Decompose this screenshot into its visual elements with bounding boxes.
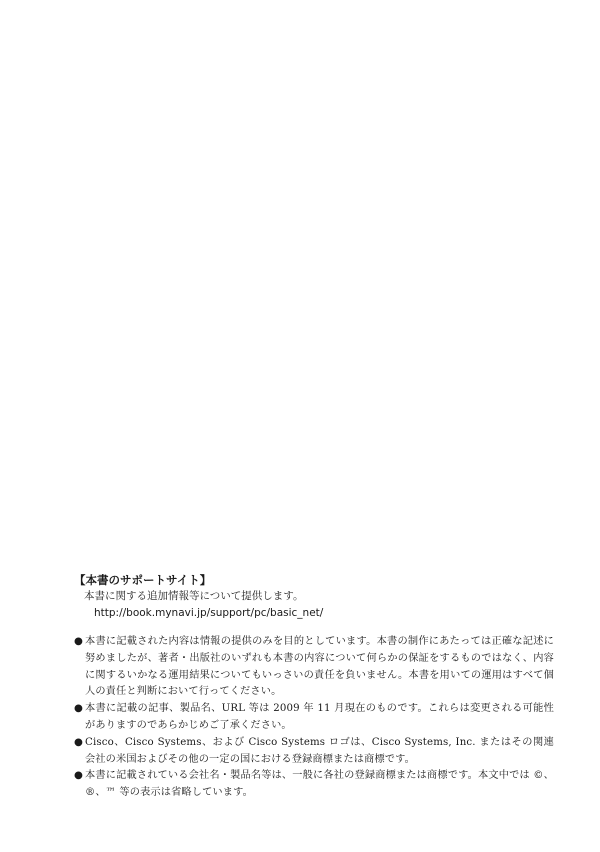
support-site-description: 本書に関する追加情報等について提供します。 xyxy=(84,590,304,602)
legal-note-date xyxy=(74,701,554,735)
legal-note-text: 本書に記載されている会社名・製品名等は、一般に各社の登録商標または商標です。本文中では ©、®、™ 等の表示は省略しています。 xyxy=(85,770,554,799)
bullet-icon: ● xyxy=(74,703,84,715)
support-site-section xyxy=(74,572,554,622)
legal-note-text: Cisco、Cisco Systems、および Cisco Systems ロゴは、Cisco Systems, Inc. またはその関連会社の米国およびその他の一定の国における登録商標または商標です。 xyxy=(85,736,554,765)
legal-note-text: 本書に記載の記事、製品名、URL 等は 2009 年 11 月現在のものです。これらは変更される可能性がありますのであらかじめご了承ください。 xyxy=(85,703,554,731)
support-site-heading: 【本書のサポートサイト】 xyxy=(74,573,212,587)
legal-note-disclaimer xyxy=(74,634,554,701)
bullet-icon: ● xyxy=(74,736,84,748)
legal-note-trademarks xyxy=(74,768,554,802)
bullet-icon: ● xyxy=(74,636,84,647)
support-site-url[interactable]: http://book.mynavi.jp/support/pc/basic_net/ xyxy=(94,607,324,619)
legal-note-text: 本書に記載された内容は情報の提供のみを目的としています。本書の制作にあたっては正確な記述に努めましたが、著者・出版社のいずれも本書の内容について何らかの保証をするものではなく、内容に関するいかなる運用結果についてもいっさいの責任を負いません。本書を用いての運用はすべて個人の責任と判断において行ってください。 xyxy=(85,636,554,698)
bullet-icon: ● xyxy=(74,770,84,782)
legal-note-cisco-trademark xyxy=(74,735,554,769)
legal-notes xyxy=(74,634,554,802)
